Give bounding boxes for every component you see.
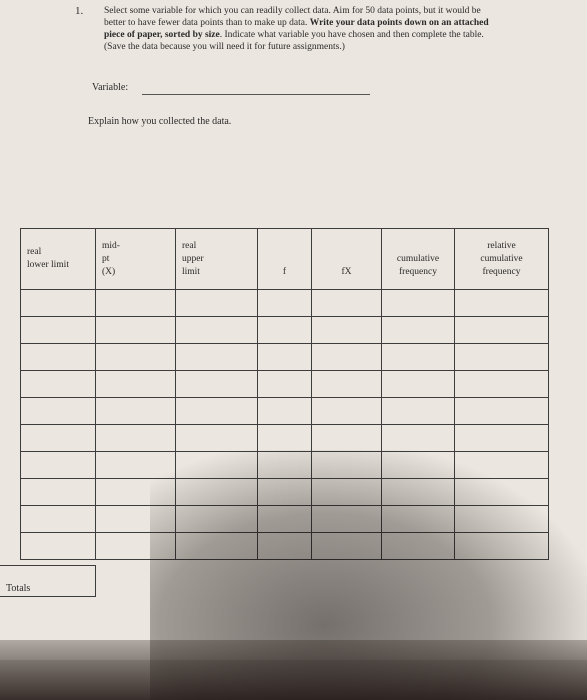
table-cell[interactable] <box>96 371 176 398</box>
table-cell[interactable] <box>312 317 382 344</box>
table-cell[interactable] <box>21 371 96 398</box>
table-cell[interactable] <box>382 317 455 344</box>
table-row <box>21 506 549 533</box>
table-cell[interactable] <box>258 398 312 425</box>
table-row <box>21 398 549 425</box>
table-cell[interactable] <box>21 398 96 425</box>
table-cell[interactable] <box>96 452 176 479</box>
table-cell[interactable] <box>21 506 96 533</box>
table-cell[interactable] <box>382 371 455 398</box>
question-instructions <box>104 5 504 53</box>
table-cell[interactable] <box>455 452 549 479</box>
table-cell[interactable] <box>312 425 382 452</box>
table-cell[interactable] <box>21 425 96 452</box>
table-cell[interactable] <box>312 290 382 317</box>
table-row <box>21 452 549 479</box>
instructions-text-2: . Indicate what variable you have chosen and then complete the table. (Save the data because you will need it for future assignments.) <box>104 30 484 52</box>
table-row <box>21 371 549 398</box>
header-row <box>21 229 549 290</box>
table-cell[interactable] <box>176 506 258 533</box>
table-cell[interactable] <box>176 371 258 398</box>
table-cell[interactable] <box>258 452 312 479</box>
table-cell[interactable] <box>455 425 549 452</box>
table-cell[interactable] <box>176 317 258 344</box>
header-real-upper-limit: real upper limit <box>176 229 258 290</box>
table-cell[interactable] <box>96 479 176 506</box>
table-cell[interactable] <box>258 344 312 371</box>
header-f: f <box>258 229 312 290</box>
table-cell[interactable] <box>382 533 455 560</box>
table-cell[interactable] <box>382 452 455 479</box>
table-cell[interactable] <box>455 506 549 533</box>
table-cell[interactable] <box>21 344 96 371</box>
totals-label: Totals <box>6 583 31 594</box>
table-cell[interactable] <box>258 479 312 506</box>
table-row <box>21 344 549 371</box>
table-cell[interactable] <box>312 533 382 560</box>
bottom-shadow <box>0 640 587 700</box>
instructions-text-1: Select some variable for which you can readily collect data. Aim for 50 data points, but it would be better to have fewer data points than to make up data. <box>104 6 481 28</box>
header-relative-cumulative-frequency: relative cumulative frequency <box>455 229 549 290</box>
table-cell[interactable] <box>96 398 176 425</box>
table-cell[interactable] <box>21 452 96 479</box>
header-cumulative-frequency: cumulative frequency <box>382 229 455 290</box>
table-cell[interactable] <box>382 344 455 371</box>
table-cell[interactable] <box>455 317 549 344</box>
header-real-lower-limit: real lower limit <box>21 229 96 290</box>
table-cell[interactable] <box>258 371 312 398</box>
table-cell[interactable] <box>312 344 382 371</box>
table-cell[interactable] <box>312 506 382 533</box>
table-cell[interactable] <box>382 506 455 533</box>
table-row <box>21 425 549 452</box>
table-cell[interactable] <box>312 371 382 398</box>
table-cell[interactable] <box>455 533 549 560</box>
table-cell[interactable] <box>312 452 382 479</box>
table-cell[interactable] <box>382 479 455 506</box>
table-cell[interactable] <box>258 425 312 452</box>
table-cell[interactable] <box>455 344 549 371</box>
table-row <box>21 479 549 506</box>
table-cell[interactable] <box>176 452 258 479</box>
table-cell[interactable] <box>21 479 96 506</box>
question-number: 1. <box>75 5 84 17</box>
header-midpoint: mid- pt (X) <box>96 229 176 290</box>
variable-label: Variable: <box>92 82 129 93</box>
table-cell[interactable] <box>455 398 549 425</box>
table-body <box>21 290 549 560</box>
table-cell[interactable] <box>312 398 382 425</box>
table-cell[interactable] <box>382 290 455 317</box>
table-cell[interactable] <box>176 344 258 371</box>
table-cell[interactable] <box>96 506 176 533</box>
table-cell[interactable] <box>96 290 176 317</box>
table-cell[interactable] <box>176 479 258 506</box>
table-cell[interactable] <box>176 398 258 425</box>
explain-label: Explain how you collected the data. <box>88 116 232 127</box>
table-row <box>21 290 549 317</box>
table-cell[interactable] <box>258 533 312 560</box>
table-cell[interactable] <box>258 506 312 533</box>
instructions-bold: Write your data points down on an attached piece of paper, sorted by size <box>104 18 489 40</box>
table-cell[interactable] <box>96 317 176 344</box>
variable-blank-line[interactable] <box>142 94 370 95</box>
frequency-table-wrap <box>20 228 548 560</box>
table-cell[interactable] <box>96 425 176 452</box>
table-cell[interactable] <box>21 317 96 344</box>
table-cell[interactable] <box>382 425 455 452</box>
table-cell[interactable] <box>258 290 312 317</box>
table-cell[interactable] <box>21 533 96 560</box>
table-cell[interactable] <box>455 290 549 317</box>
table-cell[interactable] <box>96 533 176 560</box>
table-cell[interactable] <box>455 479 549 506</box>
table-cell[interactable] <box>258 317 312 344</box>
table-cell[interactable] <box>382 398 455 425</box>
table-cell[interactable] <box>176 290 258 317</box>
table-cell[interactable] <box>21 290 96 317</box>
frequency-table <box>20 228 549 560</box>
header-fx: fX <box>312 229 382 290</box>
table-cell[interactable] <box>312 479 382 506</box>
table-cell[interactable] <box>176 533 258 560</box>
table-cell[interactable] <box>455 371 549 398</box>
table-row <box>21 533 549 560</box>
table-row <box>21 317 549 344</box>
table-cell[interactable] <box>176 425 258 452</box>
table-cell[interactable] <box>96 344 176 371</box>
